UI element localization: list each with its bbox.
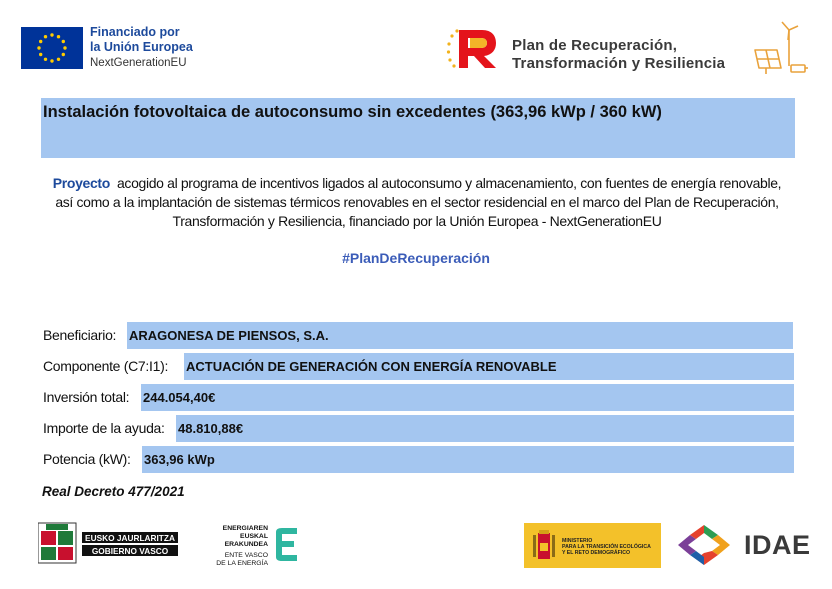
detail-value: 48.810,88€: [178, 421, 244, 436]
page-title: Instalación fotovoltaica de autoconsumo sin excedentes (363,96 kWp / 360 kW): [43, 103, 662, 121]
project-word: Proyecto: [52, 175, 110, 191]
detail-label: Importe de la ayuda:: [43, 420, 165, 436]
detail-value-box: [127, 322, 793, 349]
detail-value: 244.054,40€: [143, 390, 216, 405]
gv-line-1: EUSKO JAURLARITZA: [85, 533, 175, 543]
coat-of-arms-icon: [530, 529, 558, 563]
ministry-line-1: MINISTERIO: [562, 538, 593, 544]
eu-line-1: Financiado por: [90, 25, 180, 39]
ministry-line-3: Y EL RETO DEMOGRÁFICO: [562, 550, 631, 556]
ministry-line-2: PARA LA TRANSICIÓN ECOLÓGICA: [562, 544, 651, 550]
project-description: [44, 174, 790, 231]
detail-label: Potencia (kW):: [43, 451, 131, 467]
eu-flag-icon: [21, 27, 83, 69]
solar-wind-energy-icon: [751, 20, 809, 75]
detail-row-potencia: [41, 446, 794, 473]
ministerio-logo: [524, 523, 661, 568]
detail-label: Inversión total:: [43, 389, 130, 405]
detail-row-inversion: [41, 384, 794, 411]
detail-value: 363,96 kWp: [144, 452, 215, 467]
detail-value-box: [184, 353, 794, 380]
plan-recuperacion-text: [512, 37, 725, 73]
real-decreto: Real Decreto 477/2021: [42, 484, 185, 499]
detail-value: ARAGONESA DE PIENSOS, S.A.: [129, 328, 329, 343]
plan-line-2: Transformación y Resiliencia: [512, 55, 726, 72]
eve-line-2: EUSKAL ERAKUNDEA: [224, 533, 268, 548]
detail-label: Beneficiario:: [43, 327, 117, 343]
eve-line-1: ENERGIAREN: [222, 525, 268, 532]
plan-line-1: Plan de Recuperación,: [512, 37, 678, 54]
idae-mark-icon: [672, 523, 738, 567]
detail-value-box: [176, 415, 794, 442]
detail-value-box: [141, 384, 794, 411]
hashtag: #PlanDeRecuperación: [342, 250, 490, 266]
ministry-text: [562, 538, 651, 556]
gv-line-2: GOBIERNO VASCO: [91, 546, 169, 556]
detail-row-componente: [41, 353, 794, 380]
idae-logo: [672, 521, 812, 567]
eu-line-2: la Unión Europea: [90, 40, 193, 54]
title-bar: [41, 98, 795, 158]
description-text: acogido al programa de incentivos ligados al autoconsumo y almacenamiento, con fuentes de energía renovable, así como a la implantación de sistemas térmicos renovables en el sector residencial en el marco del Plan de Recuperación, Transformación y Resiliencia, financiado por la Unión Europea - NextGenerationEU: [55, 175, 782, 229]
detail-label: Componente (C7:I1):: [43, 358, 169, 374]
idae-wordmark: IDAE: [744, 530, 811, 560]
gobierno-vasco-logo: [38, 521, 180, 565]
detail-value: ACTUACIÓN DE GENERACIÓN CON ENERGÍA RENOVABLE: [186, 359, 557, 374]
eve-text: [208, 525, 268, 568]
eve-line-3: ENTE VASCO: [224, 552, 268, 559]
detail-value-box: [142, 446, 794, 473]
eu-line-3: NextGenerationEU: [90, 57, 187, 69]
eve-line-4: DE LA ENERGÍA: [216, 560, 268, 567]
prtr-mark-icon: [446, 26, 502, 72]
detail-row-ayuda: [41, 415, 794, 442]
eve-mark-icon: [272, 526, 298, 564]
eu-funding-text: [90, 25, 193, 71]
detail-row-beneficiario: [41, 322, 793, 349]
